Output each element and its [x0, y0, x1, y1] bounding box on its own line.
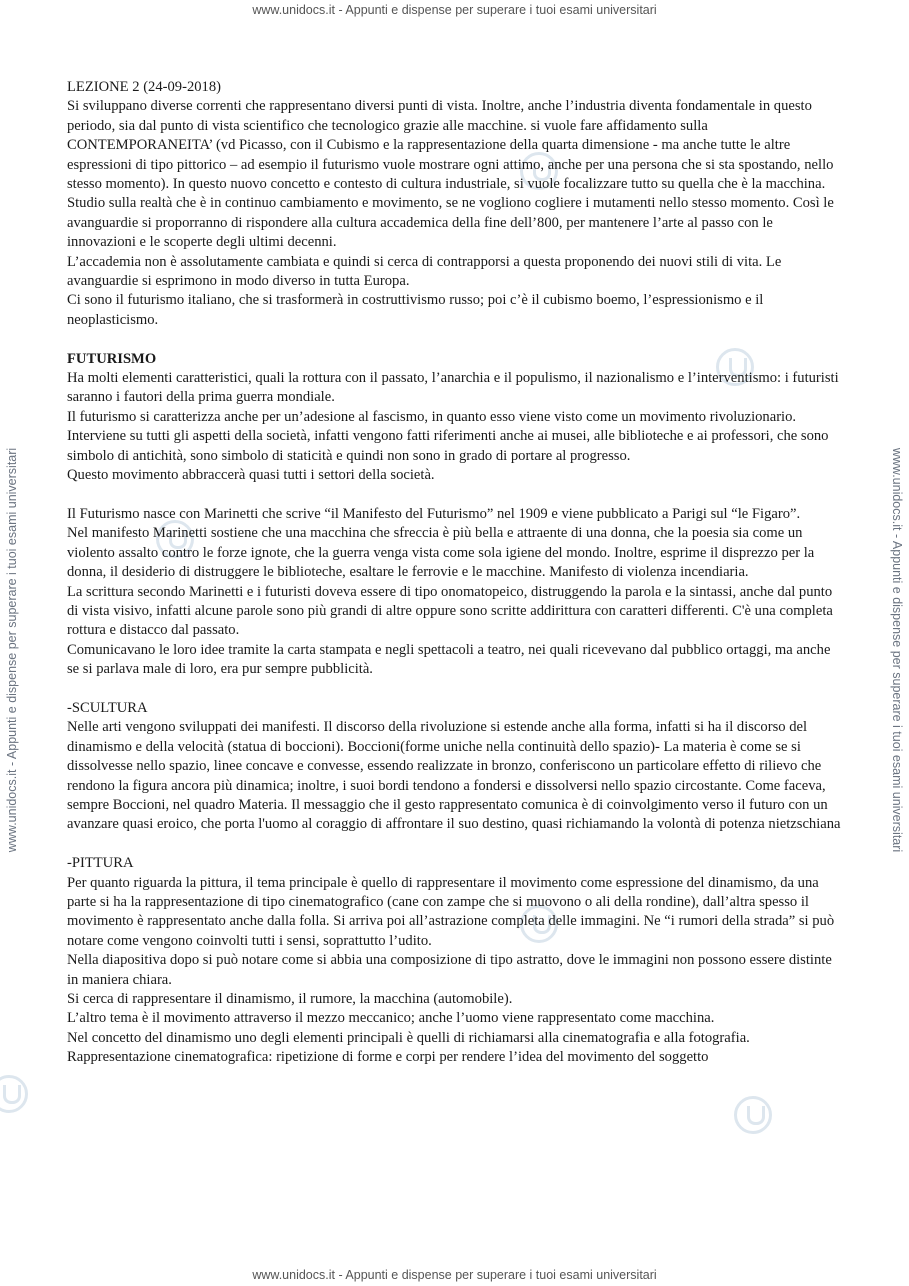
watermark-left: www.unidocs.it - Appunti e dispense per superare i tuoi esami universitari [5, 447, 19, 853]
paragraph: Si sviluppano diverse correnti che rappresentano diversi punti di vista. Inoltre, anche l’industria diventa fondamentale in questo periodo, sia dal punto di vista scientifico che tecnologico grazie alle macchine. si vuole fare affidamento sulla CONTEMPORANEITA’ (vd Picasso, con il Cubismo e la rappresentazione della quarta dimensione - ma anche tutte le altre espressioni di tipo pittorico – ad esempio il futurismo vuole mostrare ogni attimo, anche per una persona che si sta spostando, nello stesso momento). In questo nuovo concetto e contesto di cultura industriale, si vuole focalizzare tutto su quella che è la macchina. Studio sulla realtà che è in continuo cambiamento e movimento, se ne vogliono cogliere i mutamenti nello stesso momento. Così le avanguardie si proporranno di rispondere alla cultura accademica della fine dell’800, per mantenere l’arte al passo con le innovazioni e le scoperte degli ultimi decenni. [67, 98, 834, 251]
document-body [67, 78, 842, 1068]
paragraph: Si cerca di rappresentare il dinamismo, il rumore, la macchina (automobile). [67, 991, 513, 1008]
paragraph: Comunicavano le loro idee tramite la carta stampata e negli spettacoli a teatro, nei quali ricevevano dal pubblico ortaggi, ma anche se si parlava male di loro, era pur sempre pubblicità. [67, 641, 831, 678]
watermark-top: www.unidocs.it - Appunti e dispense per superare i tuoi esami universitari [252, 3, 657, 17]
paragraph: Ha molti elementi caratteristici, quali la rottura con il passato, l’anarchia e il populismo, il nazionalismo e l’interventismo: i futuristi saranno i fautori della prima guerra mondiale. [67, 370, 839, 406]
watermark-right: www.unidocs.it - Appunti e dispense per superare i tuoi esami universitari [890, 447, 904, 853]
unidocs-logo-icon [734, 1096, 772, 1134]
paragraph: Interviene su tutti gli aspetti della società, infatti vengono fatti riferimenti anche ai musei, alle biblioteche e ai professori, che sono simbolo di antichità, sono simbolo di staticità e quindi non sono in grado di portare al progresso. [67, 428, 829, 464]
section-heading: FUTURISMO [67, 350, 157, 367]
watermark-bottom: www.unidocs.it - Appunti e dispense per superare i tuoi esami universitari [252, 1268, 657, 1282]
blank-line [67, 835, 842, 854]
blank-line [67, 486, 842, 505]
unidocs-logo-icon [0, 1075, 28, 1113]
paragraph: L’altro tema è il movimento attraverso il mezzo meccanico; anche l’uomo viene rappresentato come macchina. [67, 1010, 715, 1027]
paragraph: L’accademia non è assolutamente cambiata e quindi si cerca di contrapporsi a questa proponendo dei nuovi stili di vita. Le avanguardie si esprimono in modo diverso in tutta Europa. [67, 253, 782, 290]
paragraph: Nel concetto del dinamismo uno degli elementi principali è quelli di richiamarsi alla cinematografia e alla fotografia. Rappresentazione cinematografica: ripetizione di forme e corpi per rendere l’idea del movimento del soggetto [67, 1029, 750, 1066]
paragraph: -SCULTURA [67, 699, 148, 716]
paragraph: Nel manifesto Marinetti sostiene che una macchina che sfreccia è più bella e attraente di una donna, che la poesia sia come un violento assalto contro le forze ignote, che la guerra venga vista come sola igiene del mondo. Inoltre, esprime il disprezzo per la donna, il desiderio di distruggere le biblioteche, esaltare le ferrovie e le macchine. Manifesto di violenza incendiaria. [67, 525, 815, 581]
paragraph: Il Futurismo nasce con Marinetti che scrive “il Manifesto del Futurismo” nel 1909 e viene pubblicato a Parigi sul “le Figaro”. [67, 505, 801, 522]
paragraph: -PITTURA [67, 855, 134, 872]
paragraph: Questo movimento abbraccerà quasi tutti i settori della società. [67, 467, 435, 484]
paragraph: Nelle arti vengono sviluppati dei manifesti. Il discorso della rivoluzione si estende anche alla forma, infatti si ha il discorso del dinamismo e della velocità (statua di boccioni). Boccioni(forme uniche nella continuità dello spazio)- La materia è come se si dissolvesse nello spazio, linee concave e convesse, essendo realizzate in bronzo, conferiscono un particolare effetto di rilievo che rendono la figura ancora più dinamica; inoltre, i suoi bordi tendono a fondersi e dissolversi nello spazio circostante. Come faceva, sempre Boccioni, nel quadro Materia. Il messaggio che il gesto rappresentato comunica è di coinvolgimento verso il futuro con un avanzare quasi eroico, che porta l'uomo al coraggio di affrontare il suo destino, quasi richiamando la volontà di potenza nietzschiana [67, 719, 841, 833]
paragraph: LEZIONE 2 (24-09-2018) [67, 79, 222, 95]
paragraph: Per quanto riguarda la pittura, il tema principale è quello di rappresentare il movimento come espressione del dinamismo, da una parte si ha la rappresentazione di tipo cinematografico (cane con zampe che si muovono o ali della rondine), dall’altra spesso il movimento è rappresentato anche dalla folla. Si arriva poi all’astrazione completa delle immagini. Ne “i rumori della strada” si può notare come vengono coinvolti tutti i sensi, soprattutto l’udito. [67, 874, 835, 949]
paragraph: Nella diapositiva dopo si può notare come si abbia una composizione di tipo astratto, dove le immagini non possono essere distinte in maniera chiara. [67, 952, 832, 988]
paragraph: La scrittura secondo Marinetti e i futuristi doveva essere di tipo onomatopeico, distruggendo la parola e la sintassi, anche dal punto di vista visivo, infatti alcune parole sono più grandi di altre oppure sono scritte addirittura con caratteri differenti. C'è una completa rottura e distacco dal passato. [67, 583, 833, 639]
paragraph: Ci sono il futurismo italiano, che si trasformerà in costruttivismo russo; poi c’è il cubismo boemo, l’espressionismo e il neoplasticismo. [67, 292, 764, 328]
blank-line [67, 680, 842, 699]
paragraph: Il futurismo si caratterizza anche per un’adesione al fascismo, in quanto esso viene visto come un movimento rivoluzionario. [67, 408, 797, 425]
blank-line [67, 330, 842, 349]
